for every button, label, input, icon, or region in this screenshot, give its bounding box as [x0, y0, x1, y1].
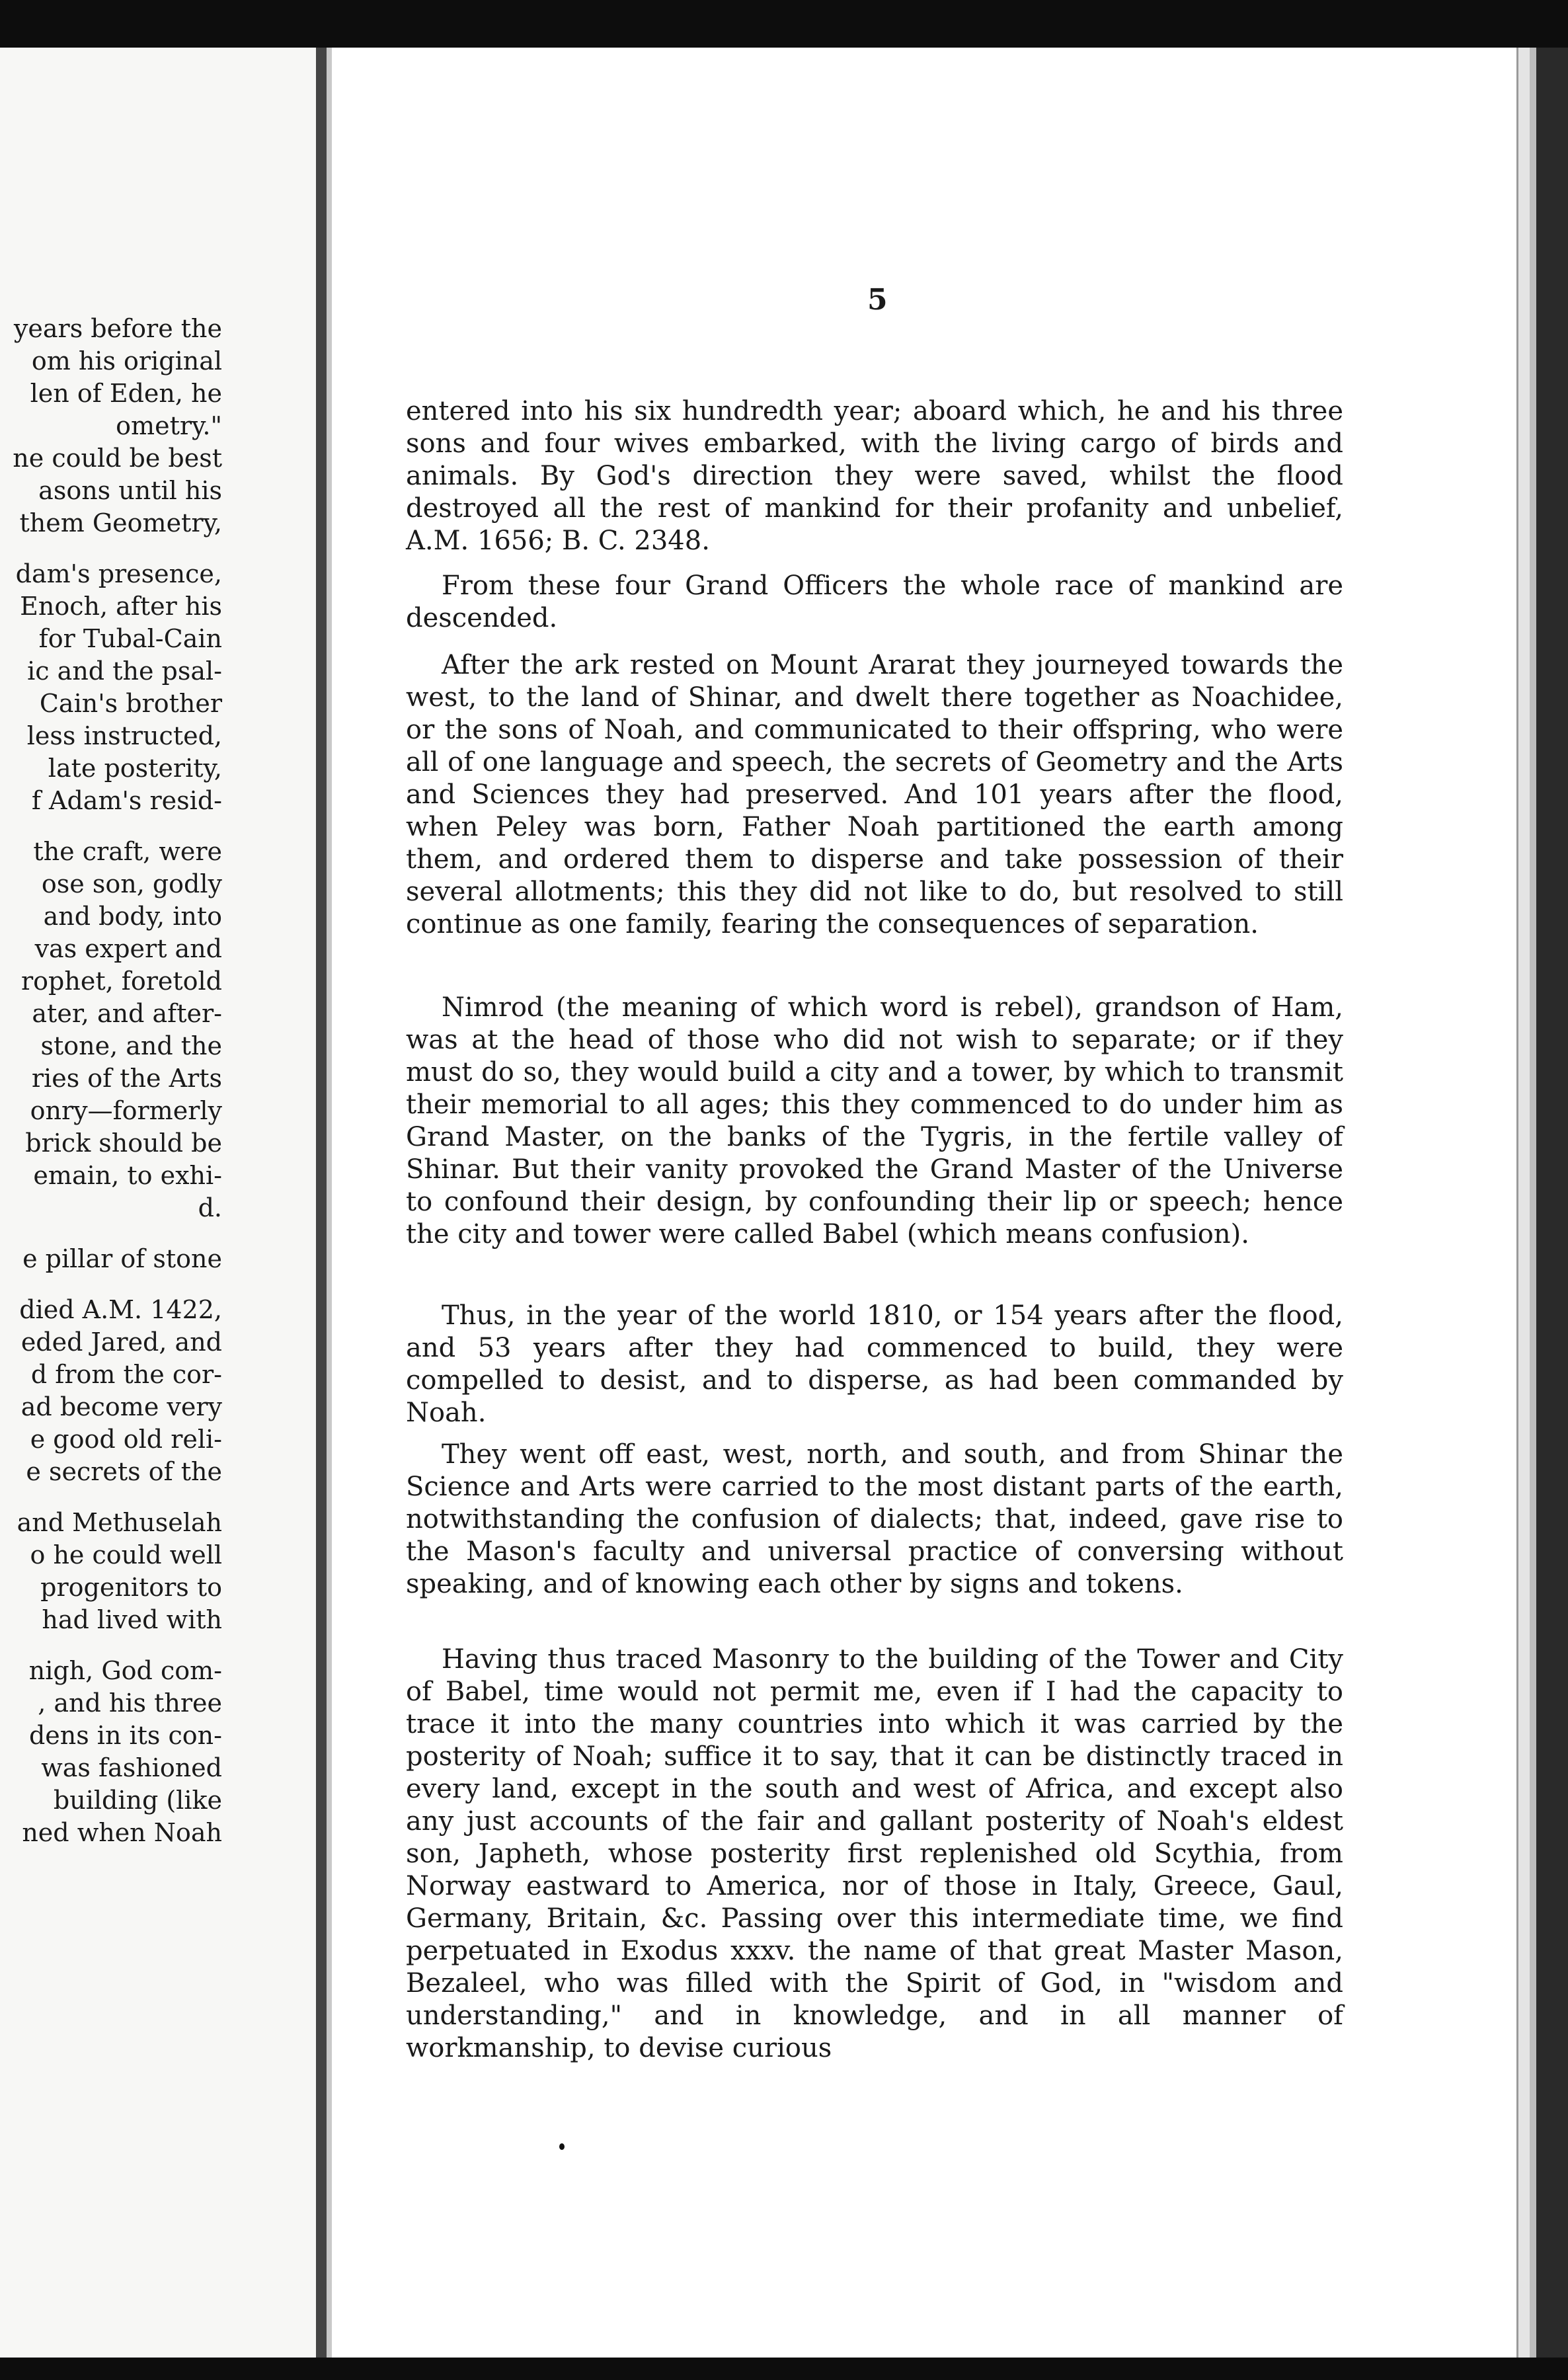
facing-page-line: o he could well [30, 1540, 222, 1569]
facing-page-line: eded Jared, and [20, 1328, 222, 1357]
paragraph-5: Thus, in the year of the world 1810, or 154 years after the flood, and 53 years after they had commenced to build, they were compelled to desist, and to disperse, as had been commanded by Noah. [406, 1300, 1343, 1428]
facing-page-line: nigh, God com- [28, 1656, 222, 1685]
facing-page-line: late posterity, [48, 754, 222, 783]
facing-page-line: ad become very [20, 1392, 222, 1421]
facing-page-line: years before the [13, 314, 222, 343]
facing-page-line: len of Eden, he [30, 379, 222, 408]
paragraph-4: Nimrod (the meaning of which word is rebel), grandson of Ham, was at the head of those who did not wish to separate; or if they must do so, they would build a city and a tower, by which to transmit their memorial to all ages; this they commenced to do under him as Grand Master, on the banks of the Tygris, in the fertile valley of Shinar. But their vanity provoked the Grand Master of the Universe to confound their design, by confounding their lip or speech; hence the city and tower were called Babel (which means confusion). [406, 992, 1343, 1250]
facing-page-line: asons until his [38, 476, 222, 505]
paragraph-2: From these four Grand Officers the whole race of mankind are descended. [406, 571, 1343, 633]
facing-page-line: ned when Noah [22, 1818, 222, 1847]
page-number: 5 [867, 283, 888, 317]
facing-page-line: rophet, foretold [21, 967, 222, 996]
facing-page-line: less instructed, [26, 721, 222, 750]
facing-page-line: dens in its con- [28, 1721, 222, 1750]
paragraph-7: Having thus traced Masonry to the building of the Tower and City of Babel, time would not permit me, even if I had the capacity to trace it into the many countries into which it was carried by the posterity of Noah; suffice it to say, that it can be distinctly traced in every land, except in the south and west of Africa, and except also any just accounts of the fair and gallant posterity of Noah's eldest son, Japheth, whose posterity first replenished old Scythia, from Norway eastward to America, nor of those in Italy, Greece, Gaul, Germany, Britain, &c. Passing over this intermediate time, we find perpetuated in Exodus xxxv. the name of that great Master Mason, Bezaleel, who was filled with the Spirit of God, in "wisdom and understanding," and in knowledge, and in all manner of workmanship, to devise curious [406, 1644, 1343, 2063]
scan-border-right [1536, 48, 1568, 2358]
facing-page [0, 48, 316, 2358]
facing-page-line: d from the cor- [30, 1360, 222, 1389]
facing-page-line: Enoch, after his [20, 592, 222, 621]
facing-page-line: dam's presence, [15, 559, 222, 588]
facing-page-line: building (like [53, 1786, 222, 1815]
facing-page-line: stone, and the [40, 1031, 222, 1060]
scan-border-top [0, 0, 1568, 48]
ink-speck [559, 2143, 565, 2150]
facing-page-line: had lived with [42, 1605, 222, 1634]
facing-page-line: died A.M. 1422, [19, 1295, 222, 1324]
facing-page-line: ries of the Arts [31, 1064, 222, 1093]
gutter-shadow [327, 48, 332, 2358]
facing-page-line: f Adam's resid- [31, 786, 222, 815]
facing-page-line: om his original [31, 346, 222, 376]
facing-page-line: onry—formerly [30, 1096, 222, 1125]
facing-page-line: , and his three [38, 1688, 222, 1718]
facing-page-line: emain, to exhi- [33, 1161, 222, 1190]
facing-page-line: brick should be [25, 1129, 222, 1158]
facing-page-line: vas expert and [34, 934, 222, 963]
facing-page-line: and body, into [43, 902, 222, 931]
facing-page-line: Cain's brother [39, 689, 222, 718]
page-edge-shadow [1530, 48, 1536, 2358]
facing-page-line: d. [198, 1193, 222, 1222]
book-gutter [316, 48, 327, 2358]
paragraph-1: entered into his six hundredth year; aboard which, he and his three sons and four wives embarked, with the living cargo of birds and animals. By God's direction they were saved, whilst the flood destroyed all the rest of mankind for their profanity and unbelief, A.M. 1656; B. C. 2348. [406, 396, 1343, 556]
paragraph-6: They went off east, west, north, and south, and from Shinar the Science and Arts were carried to the most distant parts of the earth, notwithstanding the confusion of dialects; that, indeed, gave rise to the Mason's faculty and universal practice of conversing without speaking, and of knowing each other by signs and tokens. [406, 1439, 1343, 1599]
facing-page-line: for Tubal-Cain [38, 624, 222, 653]
facing-page-line: them Geometry, [19, 508, 222, 537]
facing-page-line: ater, and after- [32, 999, 222, 1028]
facing-page-line: progenitors to [40, 1573, 222, 1602]
scan-border-bottom [0, 2358, 1568, 2380]
facing-page-line: ometry." [116, 411, 222, 440]
facing-page-line: ne could be best [13, 444, 222, 473]
main-page [332, 48, 1516, 2358]
facing-page-line: and Methuselah [17, 1508, 222, 1537]
facing-page-line: ose son, godly [41, 869, 222, 898]
facing-page-line: e secrets of the [26, 1457, 222, 1486]
facing-page-line: e good old reli- [30, 1425, 222, 1454]
facing-page-line: was fashioned [41, 1753, 222, 1782]
facing-page-line: the craft, were [33, 837, 222, 866]
paragraph-3: After the ark rested on Mount Ararat they journeyed towards the west, to the land of Shinar, and dwelt there together as Noachidee, or the sons of Noah, and communicated to their offspring, who were all of one language and speech, the secrets of Geometry and the Arts and Sciences they had preserved. And 101 years after the flood, when Peley was born, Father Noah partitioned the earth among them, and ordered them to disperse and take possession of their several allotments; this they did not like to do, but resolved to still continue as one family, fearing the consequences of separation. [406, 650, 1343, 939]
facing-page-line: ic and the psal- [27, 656, 222, 686]
facing-page-line: e pillar of stone [22, 1244, 222, 1273]
